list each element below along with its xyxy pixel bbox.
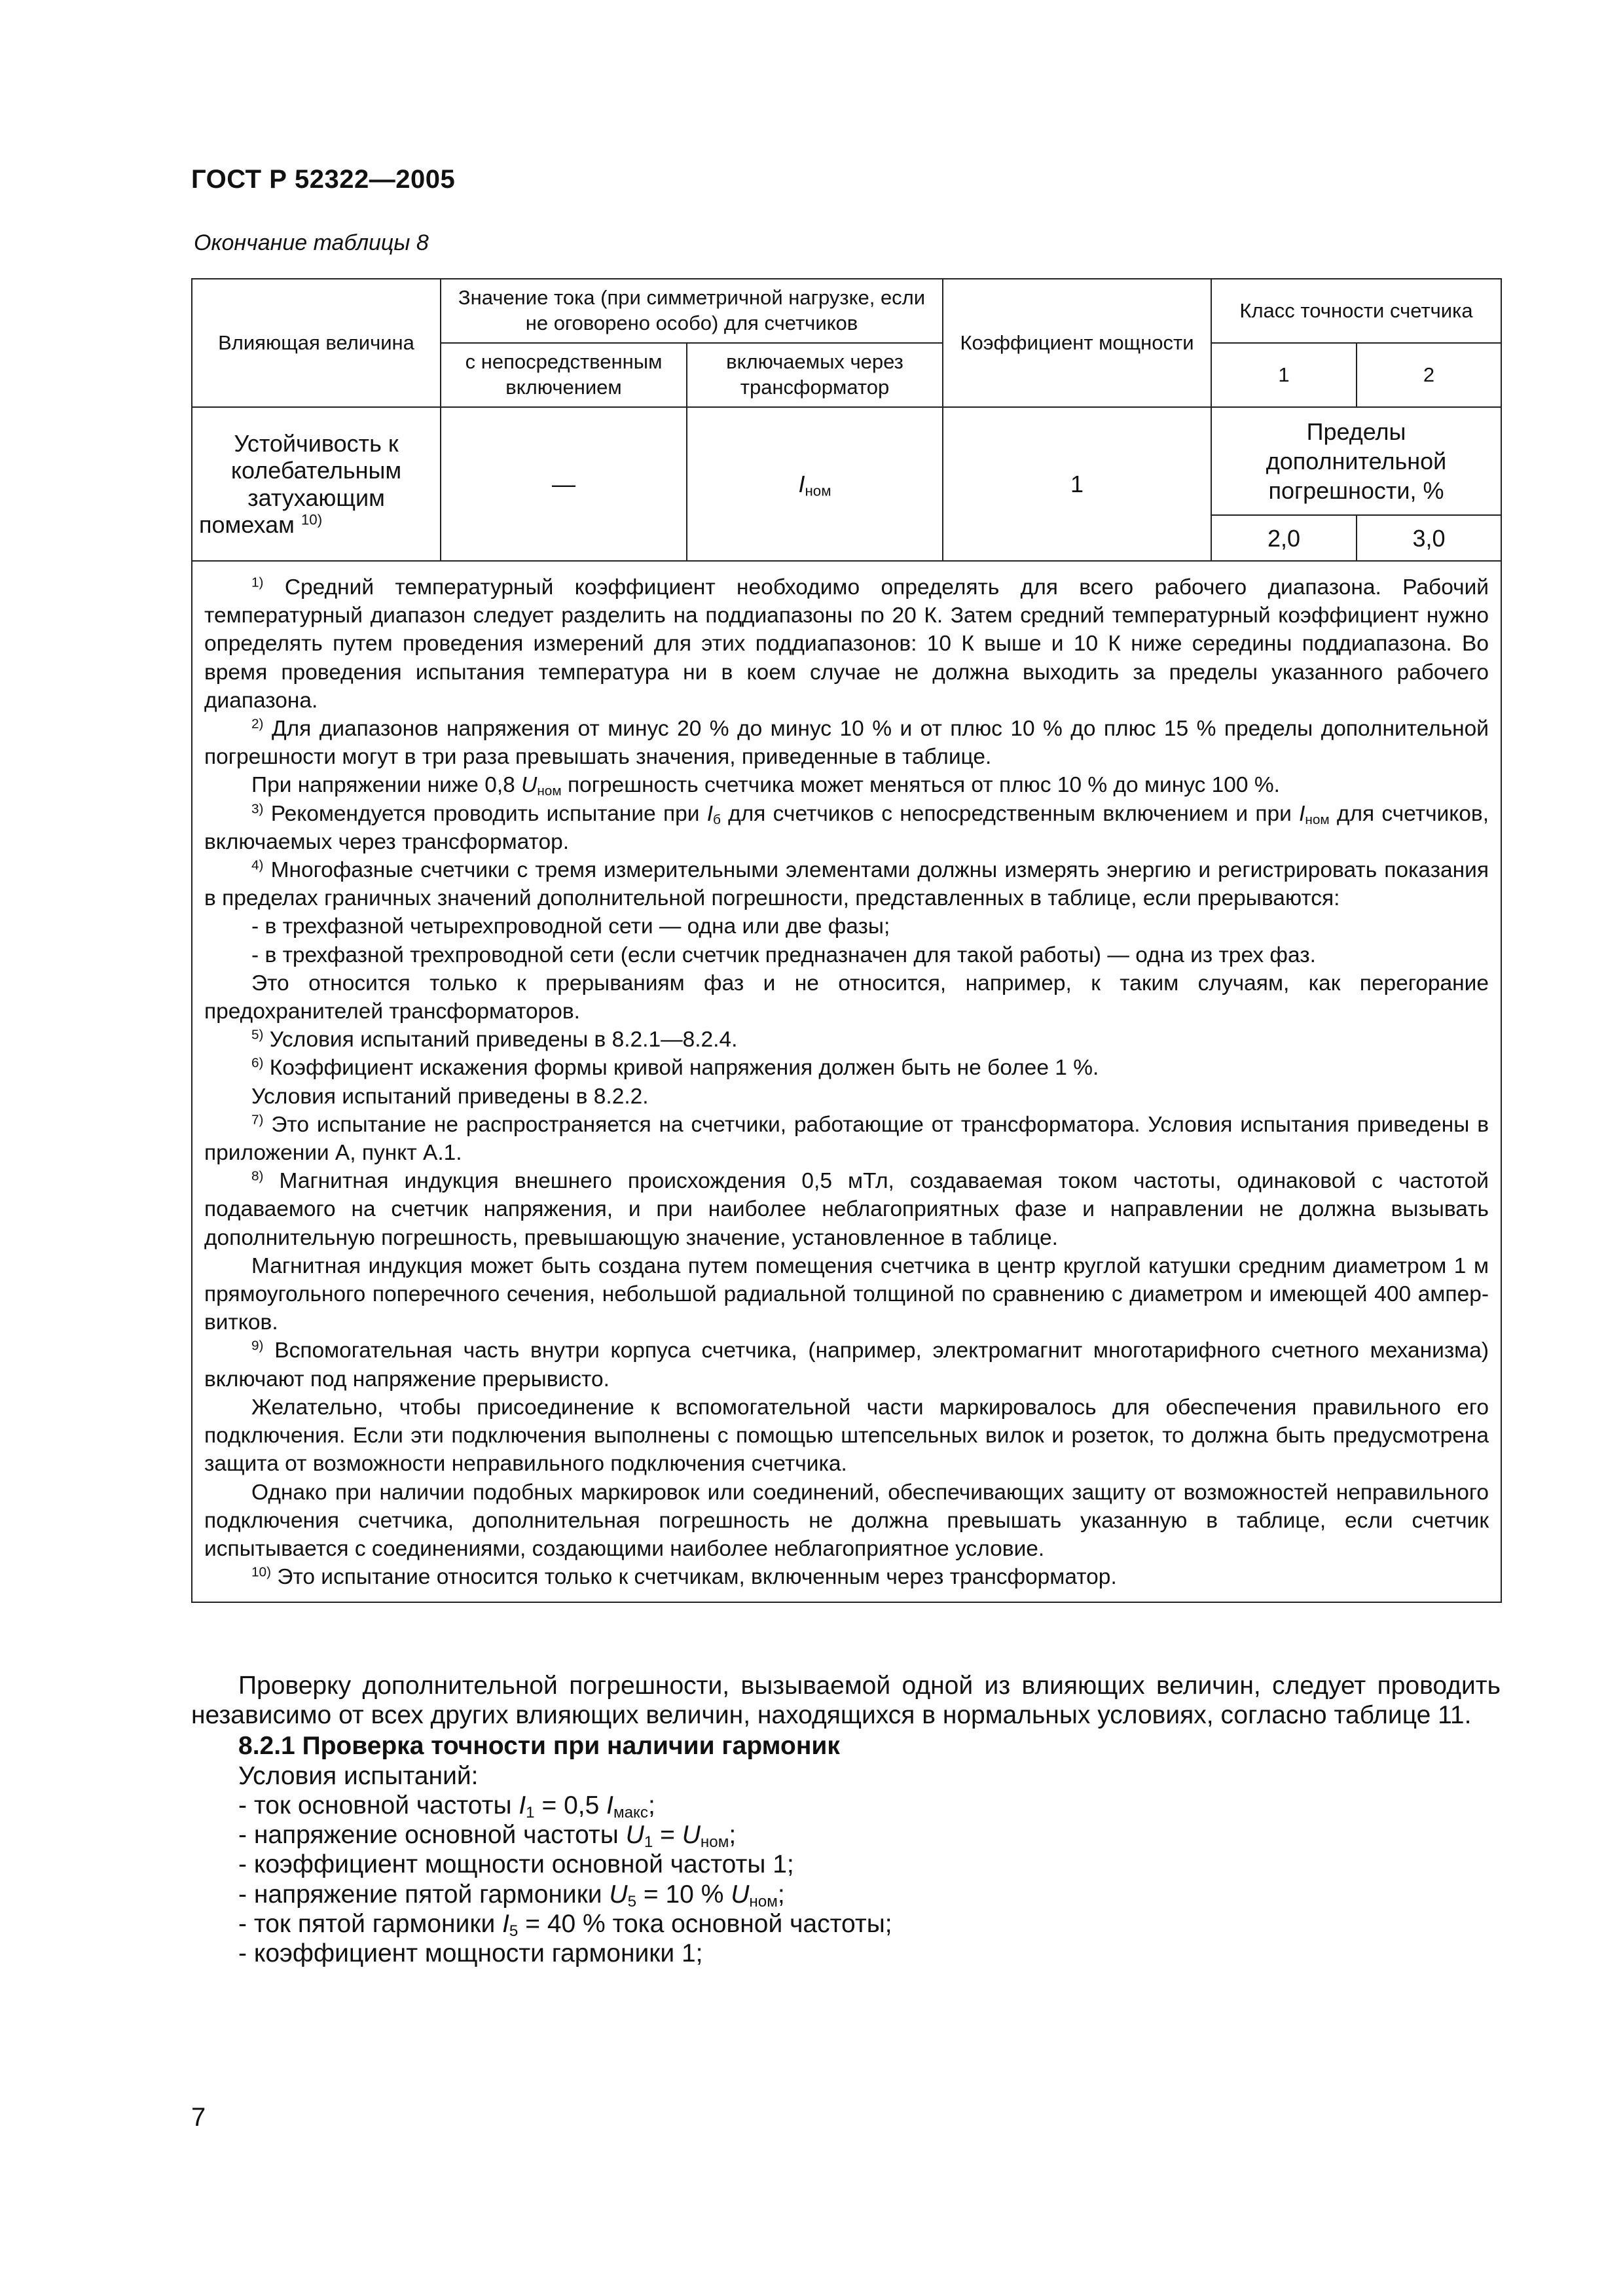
header-current-group: Значение тока (при симметричной нагрузке, если не оговорено особо) для счетчиков <box>441 279 943 343</box>
note-9c: Однако при наличии подобных маркировок или соединений, обеспечивающих защиту от возможностей неправильного подключения счетчика, дополнительная погрешность не должна превышать указанную в таблице, если счетчик испытывается с соединениями, создающими наиболее неблагоприятное условие. <box>204 1480 1489 1561</box>
cell-influence: Устойчивость к колебательным затухающим помехам $^{10)}$ <box>192 407 441 561</box>
table-8 <box>191 278 1502 1603</box>
document-title: ГОСТ Р 52322—2005 <box>191 165 456 194</box>
cell-power-factor: 1 <box>943 407 1211 561</box>
table-notes-row <box>192 561 1501 1602</box>
header-class-2: 2 <box>1357 343 1501 407</box>
note-8b: Магнитная индукция может быть создана путем помещения счетчика в центр круглой катушки средним диаметром 1 м прямоугольного поперечного сечения, небольшой радиальной толщиной по сравнению с диаметром и имеющей 400 ампер-витков. <box>204 1253 1489 1335</box>
section-heading: 8.2.1 Проверка точности при наличии гармоник <box>238 1732 840 1761</box>
note-9b: Желательно, чтобы присоединение к вспомогательной части маркировалось для обеспечения правильного его подключения. Если эти подключения выполнены с помощью штепсельных вилок и розеток, то должна быть предусмотрена защита от возможности неправильного подключения счетчика. <box>204 1395 1489 1477</box>
note-2: $^{2)}$ Для диапазонов напряжения от минус 20 % до минус 10 % и от плюс 10 % до плюс 15 % пределы дополнительной погрешности могут в три раза превышать значения, приведенные в таблице. <box>204 716 1489 770</box>
header-direct: с непосредственным включением <box>441 343 687 407</box>
note-3: $^{3)}$ Рекомендуется проводить испытание при $I_б$ для счетчиков с непосредственным включением и при $I_{ном}$ для счетчиков, включаемых через трансформатор. <box>204 801 1489 854</box>
cell-direct: — <box>441 407 687 561</box>
condition-item: - ток основной частоты $I_1 = 0,5$ $I_{макс}$; <box>238 1791 655 1821</box>
note-4: $^{4)}$ Многофазные счетчики с тремя измерительными элементами должны измерять энергию и регистрировать показания в пределах граничных значений дополнительной погрешности, представленных в таблице, если прерываются: <box>204 857 1489 911</box>
note-9: $^{9)}$ Вспомогательная часть внутри корпуса счетчика, (например, электромагнит многотарифного счетного механизма) включают под напряжение прерывисто. <box>204 1338 1489 1391</box>
cell-transformer: $I_{ном}$ <box>687 407 943 561</box>
note-4-item-1: - в трехфазной четырехпроводной сети — одна или две фазы; <box>251 914 890 939</box>
condition-item: - напряжение основной частоты $U_1 = U_{ном}$; <box>238 1821 737 1852</box>
header-influence: Влияющая величина <box>192 279 441 407</box>
note-6: $^{6)}$ Коэффициент искажения формы кривой напряжения должен быть не более 1 %. <box>251 1056 1099 1081</box>
note-2b: При напряжении ниже 0,8 $U_{ном}$ погрешность счетчика может меняться от плюс 10 % до минус 100 %. <box>251 773 1280 799</box>
note-7: $^{7)}$ Это испытание не распространяется на счетчики, работающие от трансформатора. Условия испытания приведены в приложении А, пункт А.1. <box>204 1112 1489 1166</box>
header-power-factor: Коэффициент мощности <box>943 279 1211 407</box>
cell-class1-value: 2,0 <box>1211 515 1357 561</box>
header-class-group: Класс точности счетчика <box>1211 279 1501 343</box>
body-content <box>191 1671 1501 1968</box>
cell-class2-value: 3,0 <box>1357 515 1501 561</box>
body-paragraph: Проверку дополнительной погрешности, вызываемой одной из влияющих величин, следует проводить независимо от всех других влияющих величин, находящихся в нормальных условиях, согласно таблице 11. <box>191 1672 1501 1730</box>
table-notes <box>192 561 1501 1602</box>
note-10: $^{10)}$ Это испытание относится только к счетчикам, включенным через трансформатор. <box>251 1564 1117 1590</box>
table-row <box>192 407 1501 515</box>
condition-item: - коэффициент мощности основной частоты 1; <box>238 1850 794 1879</box>
header-transformer: включаемых через трансформатор <box>687 343 943 407</box>
conditions-label: Условия испытаний: <box>238 1761 479 1790</box>
header-class-1: 1 <box>1211 343 1357 407</box>
note-1: $^{1)}$ Средний температурный коэффициент необходимо определять для всего рабочего диапазона. Рабочий температурный диапазон следует разделить на поддиапазоны по 20 К. Затем средний температурный коэффициент нужно определять путем проведения измерений для этих поддиапазонов: 10 К выше и 10 К ниже середины поддиапазона. Во время проведения испытания температура ни в коем случае не должна выходить за пределы указанного рабочего диапазона. <box>204 575 1489 713</box>
note-8: $^{8)}$ Магнитная индукция внешнего происхождения 0,5 мТл, создаваемая током частоты, одинаковой с частотой подаваемого на счетчик напряжения, и при наиболее неблагоприятных фазе и направлении не должна вызывать дополнительную погрешность, превышающую значение, установленное в таблице. <box>204 1168 1489 1250</box>
condition-item: - ток пятой гармоники $I_5 = 40$ % тока основной частоты; <box>238 1909 892 1940</box>
condition-item: - напряжение пятой гармоники $U_5 = 10$ % $U_{ном}$; <box>238 1880 785 1910</box>
table-caption: Окончание таблицы 8 <box>194 230 429 255</box>
note-6b: Условия испытаний приведены в 8.2.2. <box>251 1084 649 1109</box>
page-number: 7 <box>191 2103 206 2132</box>
note-5: $^{5)}$ Условия испытаний приведены в 8.2.1—8.2.4. <box>251 1027 738 1052</box>
cell-limits: Пределы дополнительной погрешности, % <box>1211 407 1501 515</box>
note-4-item-2: - в трехфазной трехпроводной сети (если счетчик предназначен для такой работы) — одна из трех фаз. <box>251 942 1316 967</box>
condition-item: - коэффициент мощности гармоники 1; <box>238 1939 703 1968</box>
note-4-tail: Это относится только к прерываниям фаз и не относится, например, к таким случаям, как перегорание предохранителей трансформаторов. <box>204 971 1489 1024</box>
table-header-row <box>192 279 1501 343</box>
